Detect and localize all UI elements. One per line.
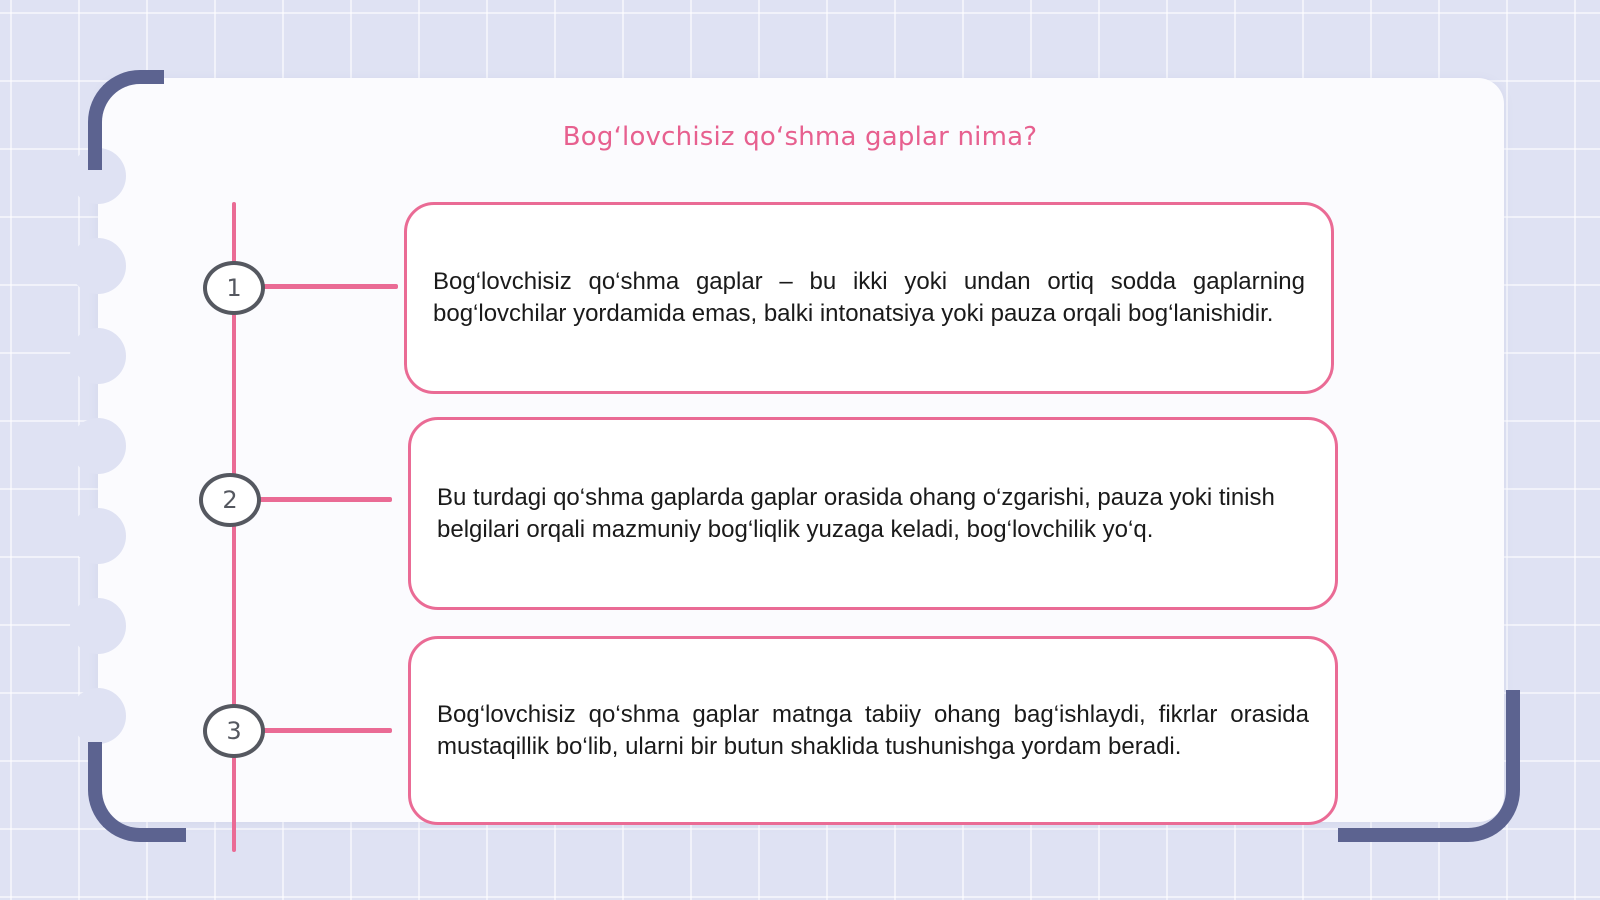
info-text-2: Bu turdagi qo‘shma gaplarda gaplar orasida ohang o‘zgarishi, pauza yoki tinish belgilari orqali mazmuniy bog‘liqlik yuzaga keladi, bog‘lovchilik yo‘q. — [437, 483, 1275, 543]
info-box-3 — [408, 636, 1338, 825]
timeline-node-2: 2 — [199, 473, 261, 527]
info-text-1: Bog‘lovchisiz qo‘shma gaplar – bu ikki yoki undan ortiq sodda gaplarning bog‘lovchilar yordamida emas, balki intonatsiya yoki pauza orqali bog‘lanishidir. — [433, 268, 1305, 327]
scallop-edge — [70, 238, 126, 294]
info-box-2 — [408, 417, 1338, 610]
info-text-3: Bog‘lovchisiz qo‘shma gaplar matnga tabiiy ohang bag‘ishlaydi, fikrlar orasida mustaqillik bo‘lib, ularni bir butun shaklida tushunishga yordam beradi. — [437, 700, 1309, 760]
corner-bracket-bottom-right — [1338, 690, 1520, 842]
scallop-edge — [70, 688, 126, 744]
timeline-connector — [262, 728, 392, 733]
timeline-node-1: 1 — [203, 261, 265, 315]
timeline-connector — [262, 284, 398, 289]
scallop-edge — [70, 418, 126, 474]
corner-bracket-bottom-left — [88, 742, 186, 842]
scallop-edge — [70, 328, 126, 384]
slide-title: Bogʻlovchisiz qoʻshma gaplar nima? — [562, 122, 1038, 152]
info-box-1 — [404, 202, 1334, 394]
scallop-edge — [70, 598, 126, 654]
timeline-node-3: 3 — [203, 704, 265, 758]
scallop-edge — [70, 508, 126, 564]
timeline-connector — [258, 497, 392, 502]
corner-bracket-top-left — [88, 70, 164, 170]
